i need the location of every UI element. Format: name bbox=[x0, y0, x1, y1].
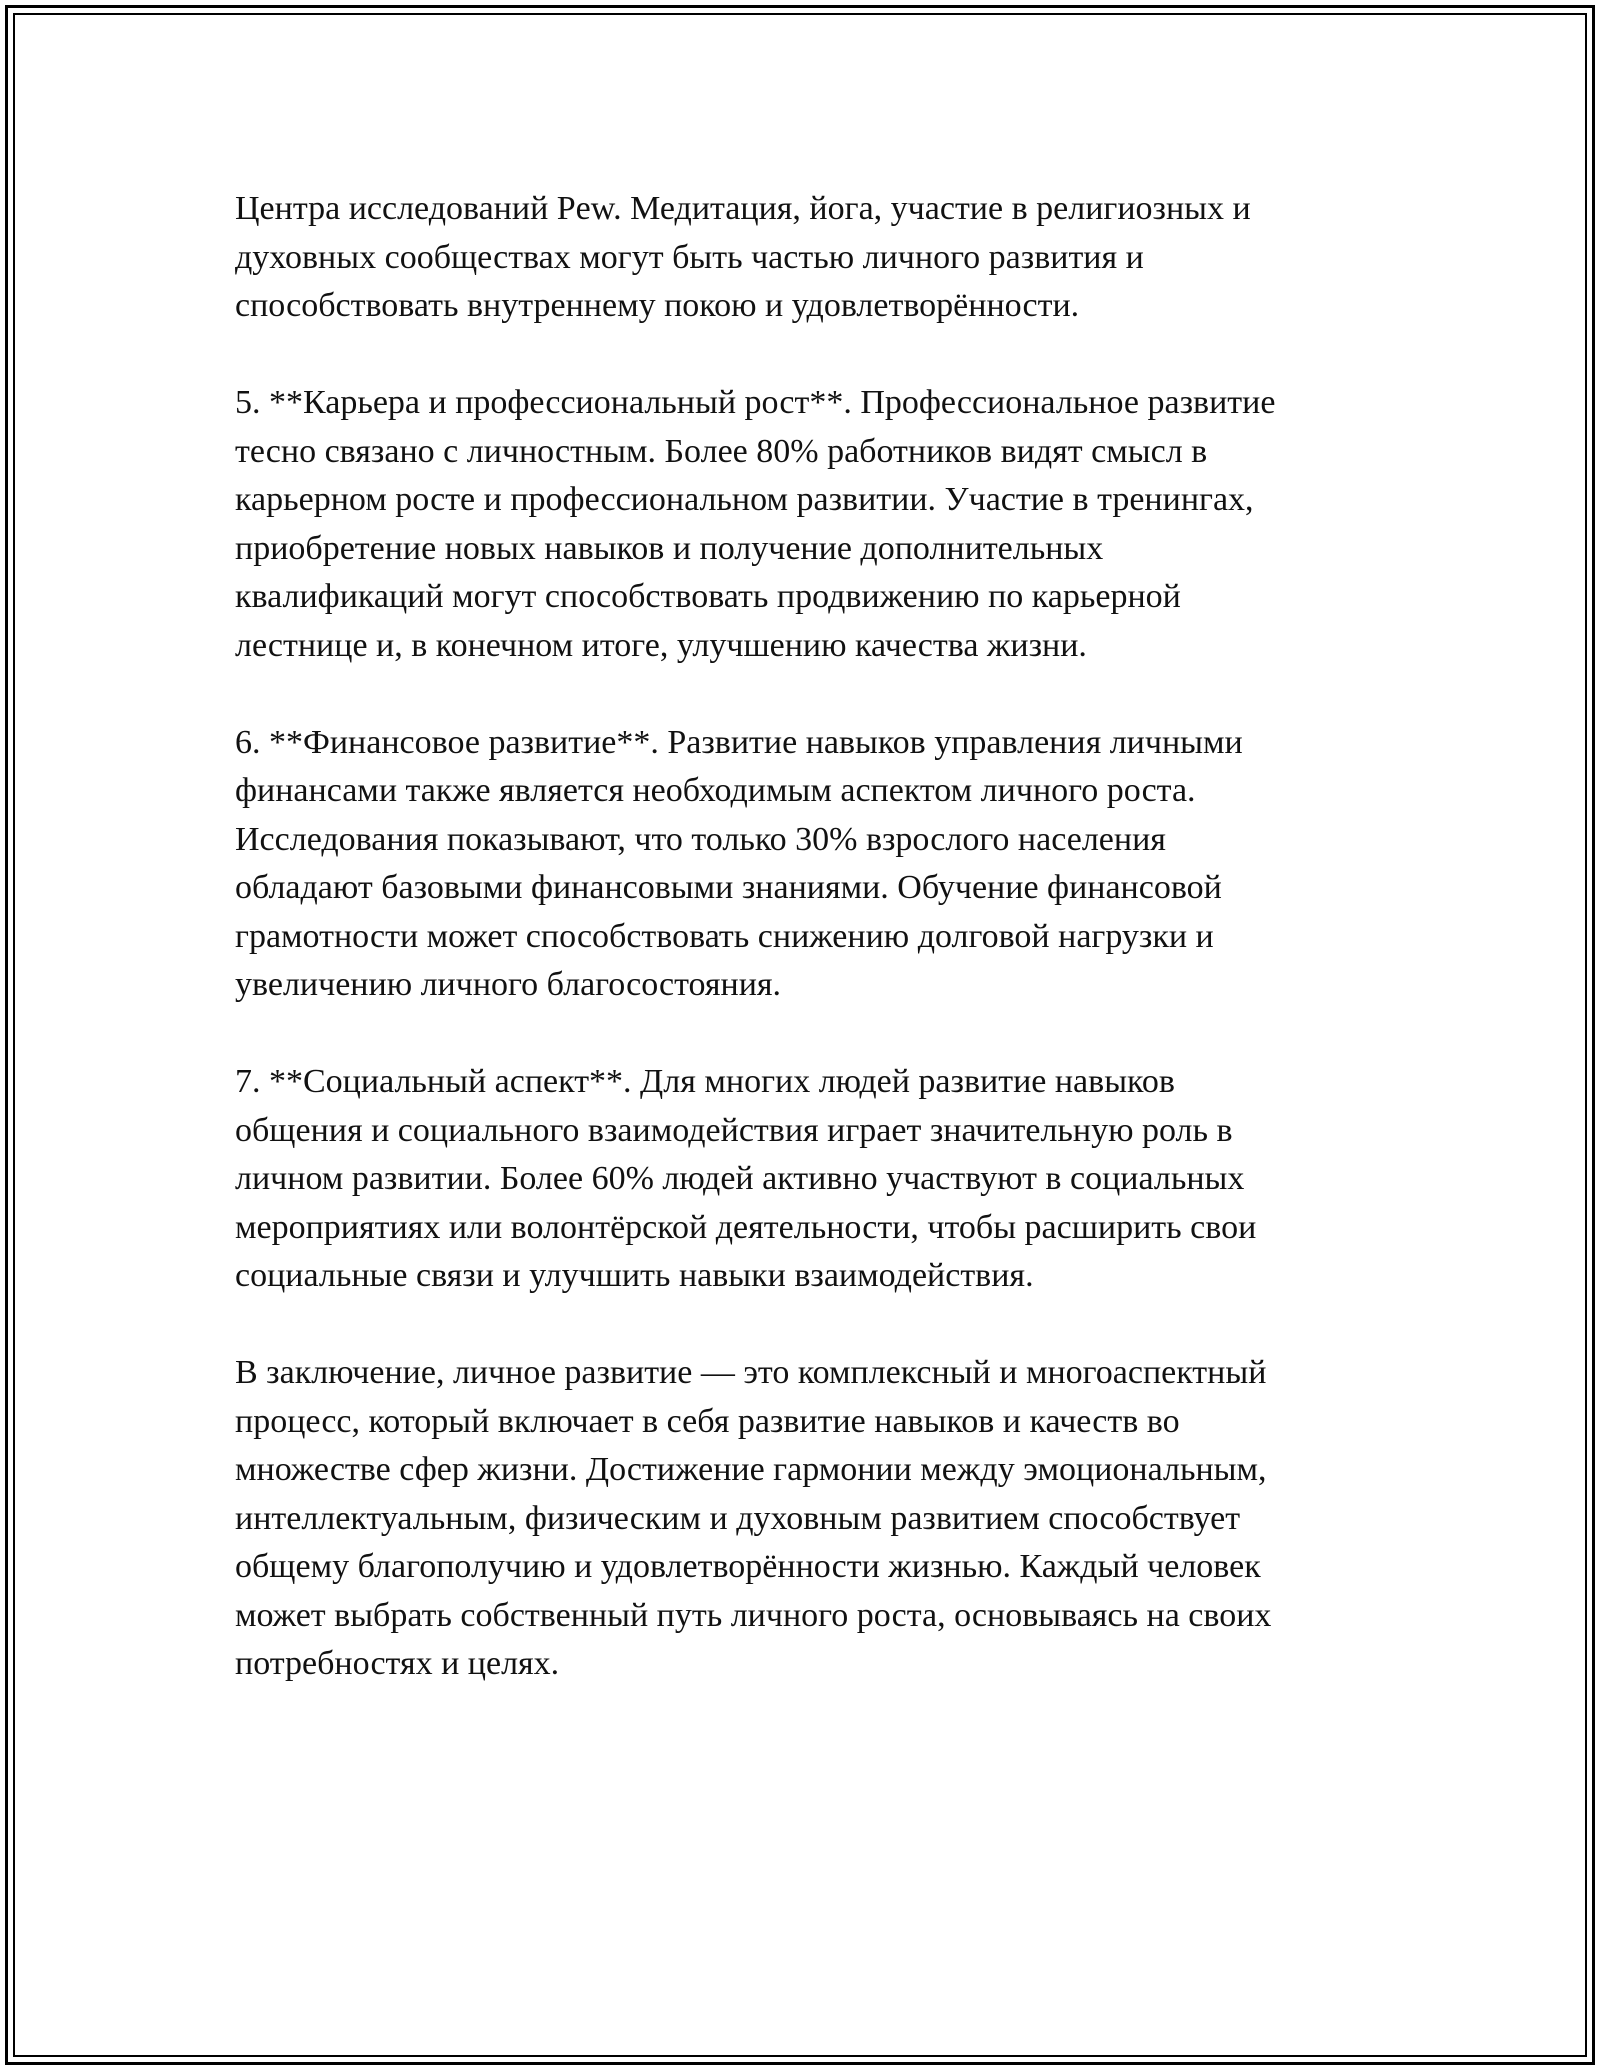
paragraph-career-growth: 5. **Карьера и профессиональный рост**. Профессиональное развитие тесно связано с личностным. Более 80% работников видят смысл в карьерном росте и профессиональном развитии. Участие в тренингах, приобретение новых навыков и получение дополнительных квалификаций могут способствовать продвижению по карьерной лестнице и, в конечном итоге, улучшению качества жизни. bbox=[235, 384, 1276, 664]
paragraph-spiritual-development-end: Центра исследований Pew. Медитация, йога, участие в религиозных и духовных сообществах могут быть частью личного развития и способствовать внутреннему покою и удовлетворённости. bbox=[235, 190, 1251, 324]
paragraph-social-aspect: 7. **Социальный аспект**. Для многих людей развитие навыков общения и социального взаимодействия играет значительную роль в личном развитии. Более 60% людей активно участвуют в социальных мероприятиях или волонтёрской деятельности, чтобы расширить свои социальные связи и улучшить навыки взаимодействия. bbox=[235, 1063, 1257, 1294]
document-body bbox=[235, 185, 1370, 1689]
paragraph-financial-development: 6. **Финансовое развитие**. Развитие навыков управления личными финансами также является необходимым аспектом личного роста. Исследования показывают, что только 30% взрослого населения обладают базовыми финансовыми знаниями. Обучение финансовой грамотности может способствовать снижению долговой нагрузки и увеличению личного благосостояния. bbox=[235, 723, 1243, 1003]
paragraph-conclusion: В заключение, личное развитие — это комплексный и многоаспектный процесс, который включает в себя развитие навыков и качеств во множестве сфер жизни. Достижение гармонии между эмоциональным, интеллектуальным, физическим и духовным развитием способствует общему благополучию и удовлетворённости жизнью. Каждый человек может выбрать собственный путь личного роста, основываясь на своих потребностях и целях. bbox=[235, 1354, 1272, 1682]
